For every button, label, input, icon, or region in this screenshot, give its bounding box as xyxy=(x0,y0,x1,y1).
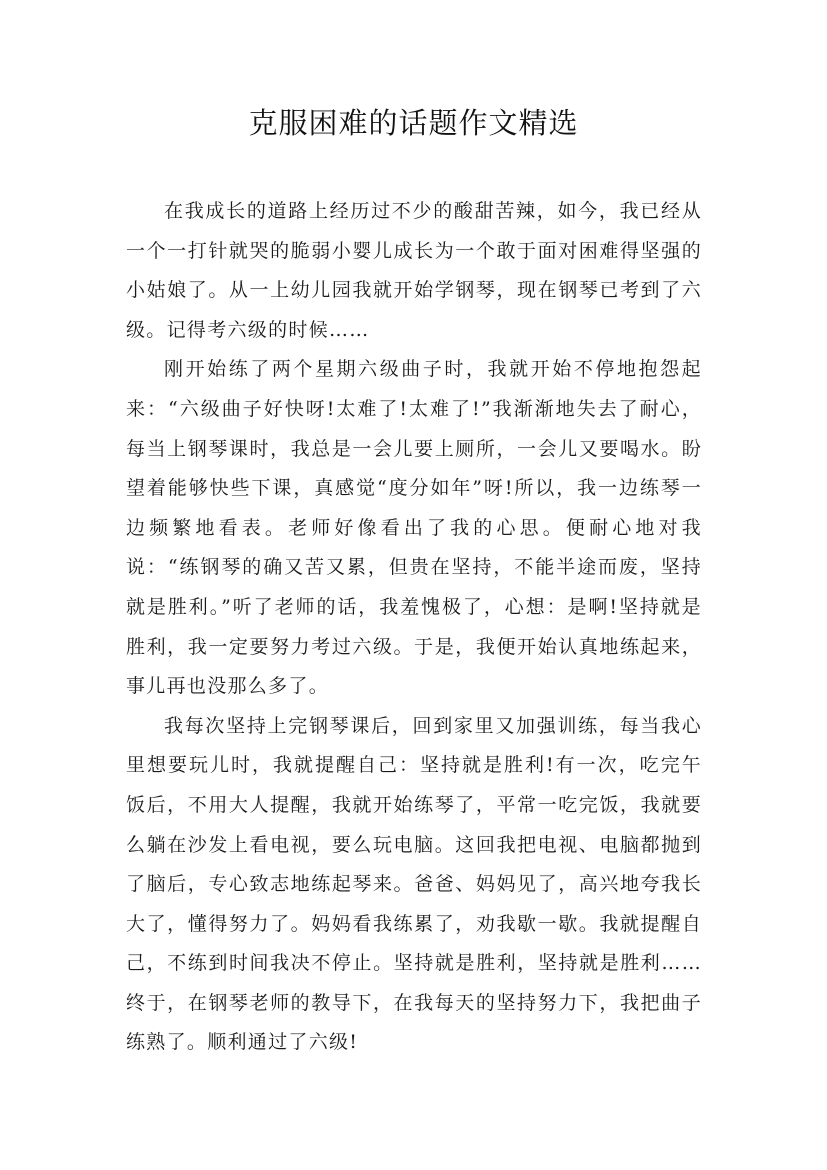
document-body xyxy=(126,192,702,1063)
paragraph-2: 刚开始练了两个星期六级曲子时，我就开始不停地抱怨起来：“六级曲子好快呀!太难了!太难了!”我渐渐地失去了耐心，每当上钢琴课时，我总是一会儿要上厕所，一会儿又要喝水。盼望着能够快些下课，真感觉“度分如年”呀!所以，我一边练琴一边频繁地看表。老师好像看出了我的心思。便耐心地对我说：“练钢琴的确又苦又累，但贵在坚持，不能半途而废，坚持就是胜利。”听了老师的话，我羞愧极了，心想：是啊!坚持就是胜利，我一定要努力考过六级。于是，我便开始认真地练起来，事儿再也没那么多了。 xyxy=(126,358,702,698)
paragraph-1: 在我成长的道路上经历过不少的酸甜苦辣，如今，我已经从一个一打针就哭的脆弱小婴儿成长为一个敢于面对困难得坚强的小姑娘了。从一上幼儿园我就开始学钢琴，现在钢琴已考到了六级。记得考六级的时候…… xyxy=(126,200,702,341)
document-title: 克服困难的话题作文精选 xyxy=(248,106,579,140)
paragraph-3: 我每次坚持上完钢琴课后，回到家里又加强训练，每当我心里想要玩儿时，我就提醒自己：坚持就是胜利!有一次，吃完午饭后，不用大人提醒，我就开始练琴了，平常一吃完饭，我就要么躺在沙发上看电视，要么玩电脑。这回我把电视、电脑都抛到了脑后，专心致志地练起琴来。爸爸、妈妈见了，高兴地夸我长大了，懂得努力了。妈妈看我练累了，劝我歇一歇。我就提醒自己，不练到时间我决不停止。坚持就是胜利，坚持就是胜利……终于，在钢琴老师的教导下，在我每天的坚持努力下，我把曲子练熟了。顺利通过了六级! xyxy=(126,714,702,1054)
